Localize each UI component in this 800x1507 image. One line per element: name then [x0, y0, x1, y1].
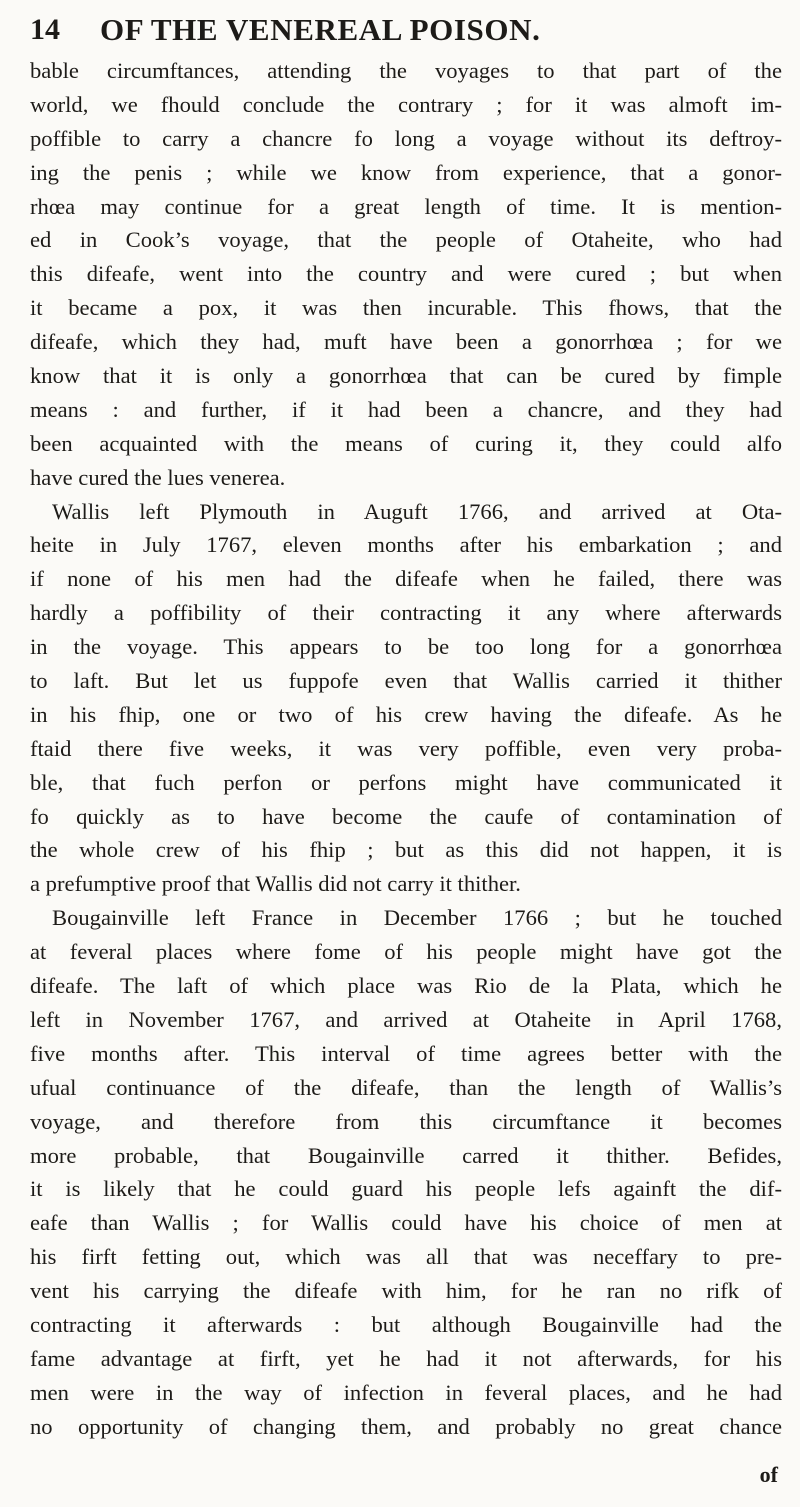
text-line: fame advantage at firft, yet he had it not afterwards, for his [30, 1345, 782, 1371]
text-line: fo quickly as to have become the caufe of contamination of [30, 803, 782, 829]
text-line: Wallis left Plymouth in Auguft 1766, and arrived at Ota- [52, 498, 782, 524]
text-line: heite in July 1767, eleven months after his embarkation ; and [30, 532, 782, 558]
text-line: vent his carrying the difeafe with him, for he ran no rifk of [30, 1278, 782, 1304]
text-line: difeafe, which they had, muft have been a gonorrhœa ; for we [30, 329, 782, 355]
text-line: hardly a poffibility of their contracting it any where afterwards [30, 600, 782, 626]
text-line: bable circumftances, attending the voyages to that part of the [30, 58, 782, 83]
text-line: left in November 1767, and arrived at Otaheite in April 1768, [30, 1006, 782, 1032]
text-line: ufual continuance of the difeafe, than the length of Wallis’s [30, 1074, 782, 1100]
text-line: eafe than Wallis ; for Wallis could have his choice of men at [30, 1210, 782, 1236]
text-line: contracting it afterwards : but although Bougainville had the [30, 1311, 782, 1337]
text-line: world, we fhould conclude the contrary ; for it was almoft im- [30, 91, 782, 117]
text-line: men were in the way of infection in feveral places, and he had [30, 1379, 782, 1405]
page-number: 14 [30, 13, 60, 46]
text-line: know that it is only a gonorrhœa that can be cured by fimple [30, 363, 782, 389]
text-line: means : and further, if it had been a chancre, and they had [30, 396, 782, 422]
text-line: have cured the lues venerea. [30, 464, 286, 490]
text-line: poffible to carry a chancre fo long a voyage without its deftroy- [30, 125, 782, 151]
text-line: if none of his men had the difeafe when he failed, there was [30, 566, 782, 592]
text-line: a prefumptive proof that Wallis did not carry it thither. [30, 871, 521, 897]
body-text [30, 54, 782, 1444]
text-line: been acquainted with the means of curing it, they could alfo [30, 430, 782, 456]
text-line: the whole crew of his fhip ; but as this did not happen, it is [30, 837, 782, 863]
text-line: rhœa may continue for a great length of time. It is mention- [30, 193, 782, 219]
text-line: five months after. This interval of time agrees better with the [30, 1040, 782, 1066]
text-line: ed in Cook’s voyage, that the people of Otaheite, who had [30, 227, 782, 253]
text-line: no opportunity of changing them, and probably no great chance [30, 1413, 782, 1439]
text-line: it is likely that he could guard his people lefs againft the dif- [30, 1176, 782, 1202]
text-line: Bougainville left France in December 1766 ; but he touched [52, 905, 782, 931]
text-line: in the voyage. This appears to be too long for a gonorrhœa [30, 634, 782, 660]
text-line: more probable, that Bougainville carred it thither. Befides, [30, 1142, 782, 1168]
text-line: it became a pox, it was then incurable. This fhows, that the [30, 295, 782, 321]
text-line: in his fhip, one or two of his crew having the difeafe. As he [30, 701, 782, 727]
text-line: at feveral places where fome of his people might have got the [30, 939, 782, 965]
text-line: difeafe. The laft of which place was Rio de la Plata, which he [30, 973, 782, 999]
text-line: his firft fetting out, which was all that was neceffary to pre- [30, 1244, 782, 1270]
text-line: ing the penis ; while we know from experience, that a gonor- [30, 159, 782, 185]
text-line: voyage, and therefore from this circumftance it becomes [30, 1108, 782, 1134]
text-line: to laft. But let us fuppofe even that Wallis carried it thither [30, 668, 782, 694]
text-line: ftaid there five weeks, it was very poffible, even very proba- [30, 735, 782, 761]
catchword: of [759, 1462, 778, 1487]
text-line: ble, that fuch perfon or perfons might have communicated it [30, 769, 782, 795]
running-head: OF THE VENEREAL POISON. [100, 12, 541, 47]
text-line: this difeafe, went into the country and were cured ; but when [30, 261, 782, 287]
page-header [30, 4, 780, 52]
